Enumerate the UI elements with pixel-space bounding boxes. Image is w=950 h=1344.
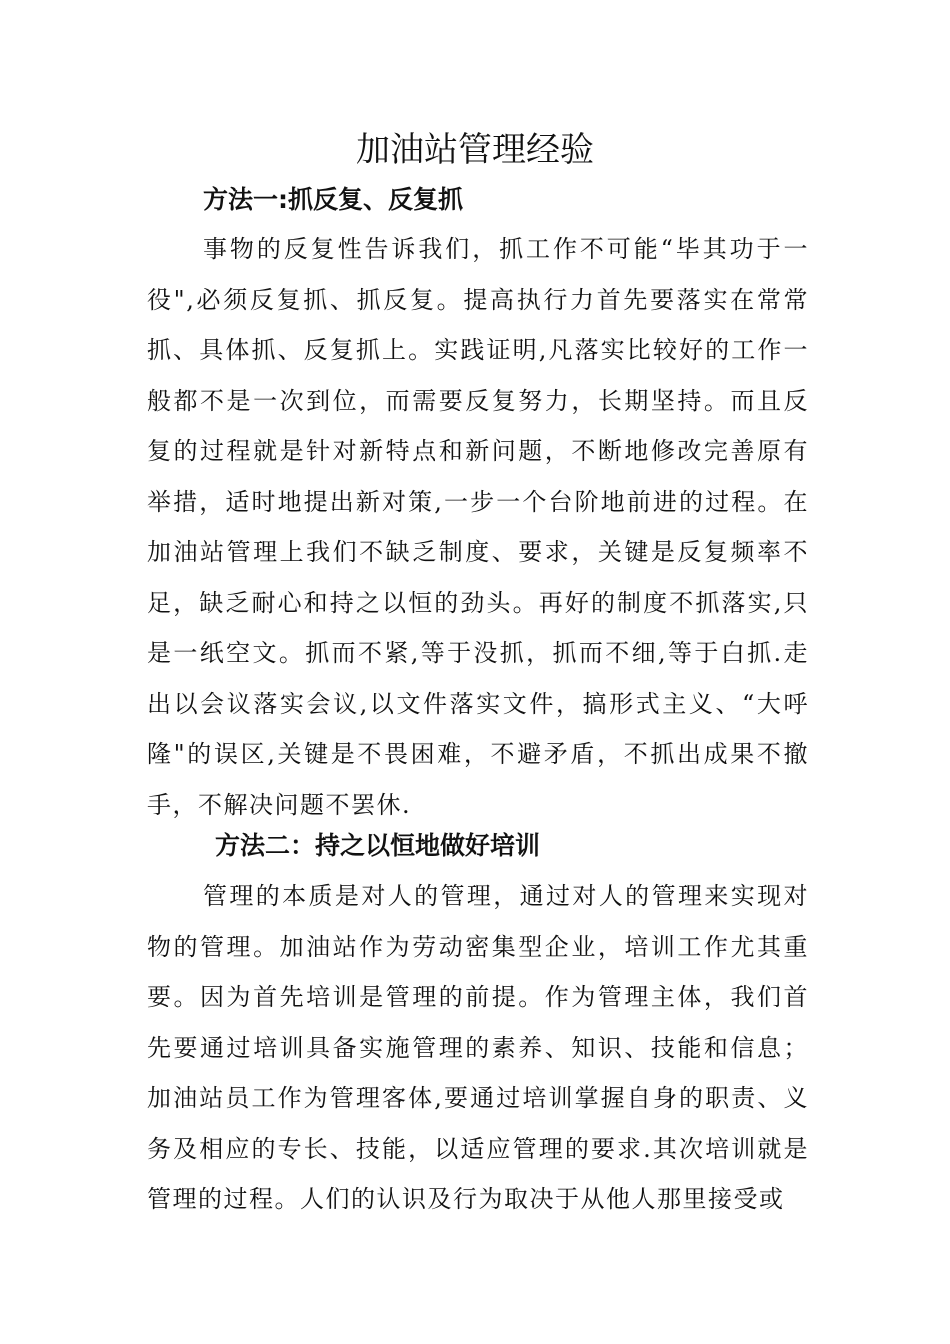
section-body-method-2: 管理的本质是对人的管理，通过对人的管理来实现对物的管理。加油站作为劳动密集型企业，培训工作尤其重要。因为首先培训是管理的前提。作为管理主体，我们首先要通过培训具备实施管理的素养、知识、技能和信息；加油站员工作为管理客体,要通过培训掌握自身的职责、义务及相应的专长、技能，以适应管理的要求.其次培训就是管理的过程。人们的认识及行为取决于从他人那里接受或 xyxy=(147,882,809,1213)
section-heading-method-1: 方法一:抓反复、反复抓 xyxy=(203,185,463,214)
section-heading-method-2: 方法二：持之以恒地做好培训 xyxy=(215,831,541,860)
section-body-method-1: 事物的反复性告诉我们，抓工作不可能“毕其功于一役",必须反复抓、抓反复。提高执行力首先要落实在常常抓、具体抓、反复抓上。实践证明,凡落实比较好的工作一般都不是一次到位，而需要反复努力，长期坚持。而且反复的过程就是针对新特点和新问题，不断地修改完善原有举措，适时地提出新对策,一步一个台阶地前进的过程。在加油站管理上我们不缺乏制度、要求，关键是反复频率不足，缺乏耐心和持之以恒的劲头。再好的制度不抓落实,只是一纸空文。抓而不紧,等于没抓，抓而不细,等于白抓.走出以会议落实会议,以文件落实文件，搞形式主义、“大呼隆"的误区,关键是不畏困难，不避矛盾，不抓出成果不撤手，不解决问题不罢休. xyxy=(147,235,809,819)
document-title: 加油站管理经验 xyxy=(356,130,594,170)
